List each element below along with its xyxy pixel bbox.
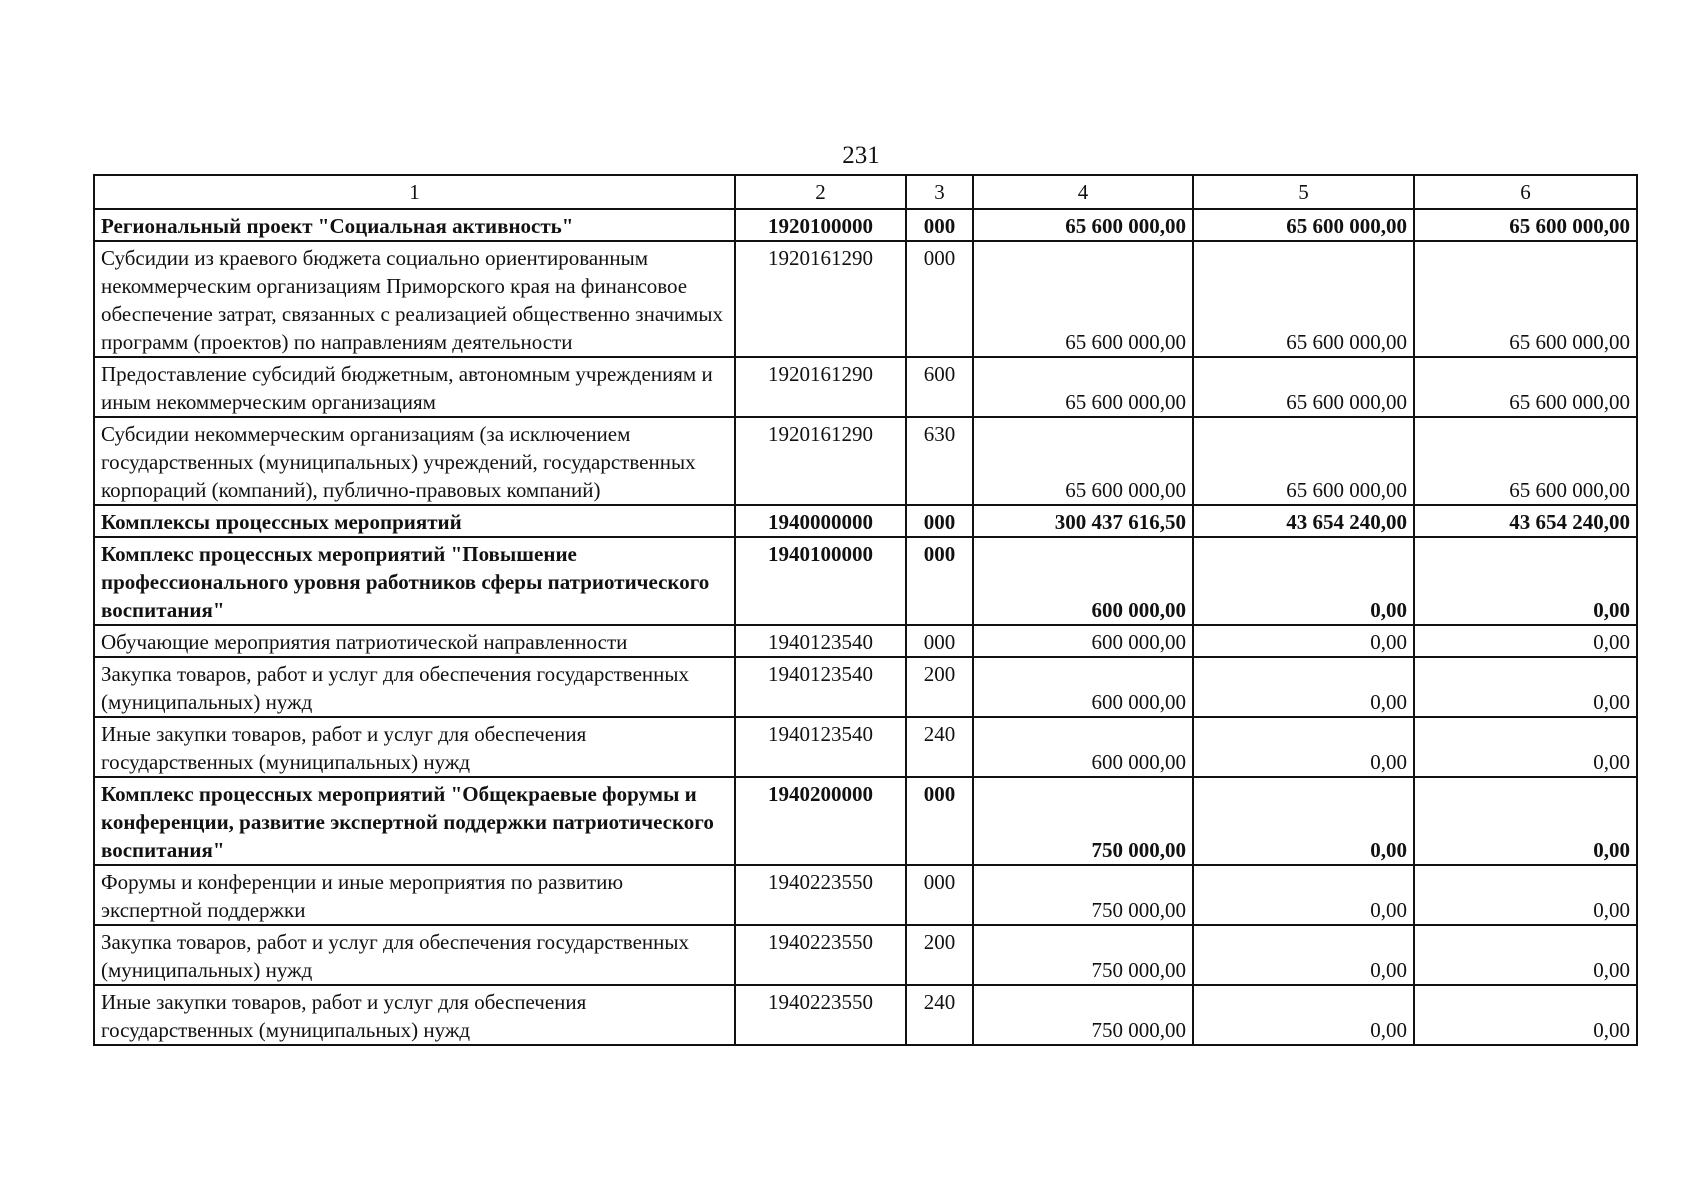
row-name: Комплексы процессных мероприятий	[94, 505, 735, 537]
row-name: Форумы и конференции и иные мероприятия по развитию экспертной поддержки	[94, 865, 735, 925]
table-row	[94, 625, 1637, 657]
row-type-code: 000	[906, 241, 973, 357]
row-name: Закупка товаров, работ и услуг для обеспечения государственных (муниципальных) нужд	[94, 657, 735, 717]
table-row	[94, 357, 1637, 417]
row-amount-col5: 0,00	[1193, 537, 1414, 625]
row-amount-col6: 0,00	[1414, 657, 1637, 717]
row-name: Субсидии из краевого бюджета социально ориентированным некоммерческим организациям Приморского края на финансовое обеспечение затрат, связанных с реализацией общественно значимых программ (проектов) по направлениям деятельности	[94, 241, 735, 357]
row-type-code: 000	[906, 505, 973, 537]
row-amount-col4: 65 600 000,00	[973, 209, 1193, 241]
column-header: 2	[735, 175, 906, 209]
row-amount-col4: 65 600 000,00	[973, 417, 1193, 505]
row-code: 1940100000	[735, 537, 906, 625]
row-amount-col6: 0,00	[1414, 625, 1637, 657]
row-code: 1940200000	[735, 777, 906, 865]
row-type-code: 200	[906, 657, 973, 717]
row-amount-col5: 65 600 000,00	[1193, 417, 1414, 505]
row-amount-col6: 0,00	[1414, 865, 1637, 925]
row-amount-col5: 0,00	[1193, 865, 1414, 925]
row-type-code: 200	[906, 925, 973, 985]
column-header: 5	[1193, 175, 1414, 209]
row-name: Иные закупки товаров, работ и услуг для обеспечения государственных (муниципальных) нужд	[94, 717, 735, 777]
row-amount-col4: 65 600 000,00	[973, 357, 1193, 417]
row-amount-col5: 0,00	[1193, 657, 1414, 717]
row-name: Субсидии некоммерческим организациям (за исключением государственных (муниципальных) учреждений, государственных корпораций (компаний), публично-правовых компаний)	[94, 417, 735, 505]
row-code: 1940123540	[735, 625, 906, 657]
row-type-code: 000	[906, 625, 973, 657]
row-amount-col6: 0,00	[1414, 537, 1637, 625]
column-header: 4	[973, 175, 1193, 209]
table-row	[94, 537, 1637, 625]
table-row	[94, 777, 1637, 865]
row-type-code: 000	[906, 537, 973, 625]
row-amount-col4: 600 000,00	[973, 537, 1193, 625]
row-name: Иные закупки товаров, работ и услуг для обеспечения государственных (муниципальных) нужд	[94, 985, 735, 1045]
row-amount-col4: 600 000,00	[973, 717, 1193, 777]
row-amount-col5: 0,00	[1193, 985, 1414, 1045]
row-type-code: 600	[906, 357, 973, 417]
table-row	[94, 985, 1637, 1045]
row-type-code: 000	[906, 865, 973, 925]
row-name: Комплекс процессных мероприятий "Повышение профессионального уровня работников сферы патриотического воспитания"	[94, 537, 735, 625]
table-row	[94, 241, 1637, 357]
page-number: 231	[842, 142, 880, 169]
row-amount-col5: 0,00	[1193, 925, 1414, 985]
column-number-row	[94, 175, 1637, 209]
row-amount-col6: 0,00	[1414, 777, 1637, 865]
row-code: 1940123540	[735, 717, 906, 777]
row-amount-col4: 750 000,00	[973, 985, 1193, 1045]
column-header: 6	[1414, 175, 1637, 209]
row-code: 1940000000	[735, 505, 906, 537]
row-amount-col6: 65 600 000,00	[1414, 209, 1637, 241]
row-amount-col5: 65 600 000,00	[1193, 209, 1414, 241]
row-type-code: 240	[906, 985, 973, 1045]
row-name: Обучающие мероприятия патриотической направленности	[94, 625, 735, 657]
row-amount-col6: 65 600 000,00	[1414, 357, 1637, 417]
row-amount-col5: 0,00	[1193, 717, 1414, 777]
table-row	[94, 925, 1637, 985]
row-amount-col6: 0,00	[1414, 925, 1637, 985]
row-type-code: 000	[906, 209, 973, 241]
table-row	[94, 417, 1637, 505]
row-code: 1920161290	[735, 357, 906, 417]
row-code: 1940223550	[735, 865, 906, 925]
row-amount-col4: 600 000,00	[973, 657, 1193, 717]
row-code: 1940223550	[735, 985, 906, 1045]
row-amount-col5: 65 600 000,00	[1193, 241, 1414, 357]
row-name: Региональный проект "Социальная активность"	[94, 209, 735, 241]
row-code: 1940123540	[735, 657, 906, 717]
table-row	[94, 505, 1637, 537]
budget-table	[93, 174, 1638, 1046]
column-header: 1	[94, 175, 735, 209]
row-amount-col5: 43 654 240,00	[1193, 505, 1414, 537]
row-code: 1940223550	[735, 925, 906, 985]
row-amount-col6: 65 600 000,00	[1414, 417, 1637, 505]
row-code: 1920100000	[735, 209, 906, 241]
table-row	[94, 209, 1637, 241]
row-amount-col4: 750 000,00	[973, 865, 1193, 925]
row-type-code: 240	[906, 717, 973, 777]
row-code: 1920161290	[735, 417, 906, 505]
row-amount-col6: 65 600 000,00	[1414, 241, 1637, 357]
row-amount-col4: 750 000,00	[973, 777, 1193, 865]
row-amount-col5: 0,00	[1193, 625, 1414, 657]
row-name: Закупка товаров, работ и услуг для обеспечения государственных (муниципальных) нужд	[94, 925, 735, 985]
column-header: 3	[906, 175, 973, 209]
table-row	[94, 657, 1637, 717]
row-amount-col4: 600 000,00	[973, 625, 1193, 657]
row-amount-col4: 300 437 616,50	[973, 505, 1193, 537]
table-row	[94, 865, 1637, 925]
row-amount-col6: 0,00	[1414, 985, 1637, 1045]
row-name: Предоставление субсидий бюджетным, автономным учреждениям и иным некоммерческим организациям	[94, 357, 735, 417]
row-amount-col5: 65 600 000,00	[1193, 357, 1414, 417]
row-type-code: 630	[906, 417, 973, 505]
row-amount-col5: 0,00	[1193, 777, 1414, 865]
row-amount-col4: 65 600 000,00	[973, 241, 1193, 357]
table-row	[94, 717, 1637, 777]
row-type-code: 000	[906, 777, 973, 865]
row-amount-col4: 750 000,00	[973, 925, 1193, 985]
row-amount-col6: 0,00	[1414, 717, 1637, 777]
row-name: Комплекс процессных мероприятий "Общекраевые форумы и конференции, развитие экспертной поддержки патриотического воспитания"	[94, 777, 735, 865]
row-amount-col6: 43 654 240,00	[1414, 505, 1637, 537]
row-code: 1920161290	[735, 241, 906, 357]
